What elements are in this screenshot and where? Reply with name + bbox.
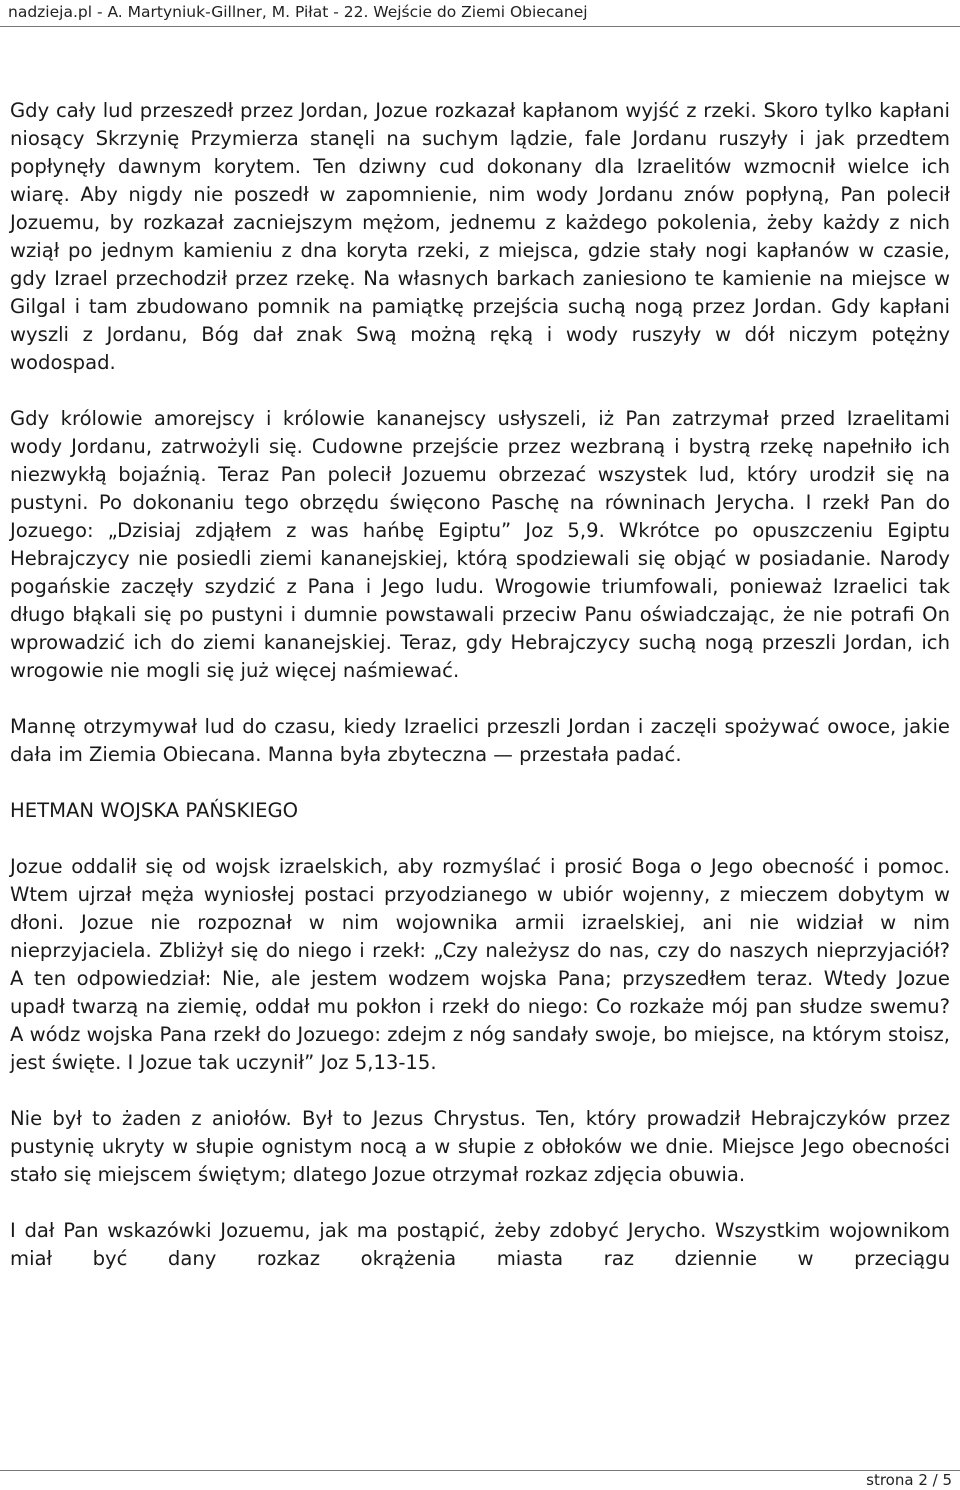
paragraph-jordan-crossing: Gdy cały lud przeszedł przez Jordan, Jozue rozkazał kapłanom wyjść z rzeki. Skoro tylko kapłani niosący Skrzynię Przymierza stanęli na suchym lądzie, fale Jordanu ruszyły i jak przedtem popłynęły dawnym korytem. Ten dziwny cud dokonany dla Izraelitów wzmocnił wielce ich wiarę. Aby nigdy nie poszedł w zapomnienie, nim wody Jordanu znów popłyną, Pan polecił Jozuemu, by rozkazał zacniejszym mężom, jednemu z każdego pokolenia, żeby każdy z nich wziął po jednym kamieniu z dna koryta rzeki, z miejsca, gdzie stały nogi kapłanów w czasie, gdy Izrael przechodził przez rzekę. Na własnych barkach zaniesiono te kamienie na miejsce w Gilgal i tam zbudowano pomnik na pamiątkę przejścia suchą nogą przez Jordan. Gdy kapłani wyszli z Jordanu, Bóg dał znak Swą możną ręką i wody ruszyły w dół niczym potężny wodospad. (10, 99, 950, 374)
document-body (10, 97, 950, 1273)
paragraph-jesus-christ: Nie był to żaden z aniołów. Był to Jezus Chrystus. Ten, który prowadził Hebrajczyków przez pustynię ukryty w słupie ognistym nocą a w słupie z obłoków we dnie. Miejsce Jego obecności stało się miejscem świętym; dlatego Jozue otrzymał rozkaz zdjęcia obuwia. (10, 1107, 950, 1186)
paragraph-kings-fear: Gdy królowie amorejscy i królowie kananejscy usłyszeli, iż Pan zatrzymał przed Izraelitami wody Jordanu, zatrwożyli się. Cudowne przejście przez wezbraną i bystrą rzekę napełniło ich niezwykłą bojaźnią. Teraz Pan polecił Jozuemu obrzezać wszystek lud, który urodził się na pustyni. Po dokonaniu tego obrzędu święcono Paschę na równinach Jerycha. I rzekł Pan do Jozuego: „Dzisiaj zdjąłem z was hańbę Egiptu” Joz 5,9. Wkrótce po opuszczeniu Egiptu Hebrajczycy nie posiedli ziemi kananejskiej, którą spodziewali się objąć w posiadanie. Narody pogańskie zaczęły szydzić z Pana i Jego ludu. Wrogowie triumfowali, ponieważ Izraelici tak długo błąkali się po pustyni i dumnie powstawali przeciw Panu oświadczając, że nie potrafi On wprowadzić ich do ziemi kananejskiej. Teraz, gdy Hebrajczycy suchą nogą przeszli Jordan, ich wrogowie nie mogli się już więcej naśmiewać. (10, 407, 950, 682)
footer-divider (0, 1470, 960, 1471)
paragraph-commander: Jozue oddalił się od wojsk izraelskich, aby rozmyślać i prosić Boga o Jego obecność i pomoc. Wtem ujrzał męża wyniosłej postaci przyodzianego w ubiór wojenny, z mieczem dobytym w dłoni. Jozue nie rozpoznał w nim wojownika armii izraelskiej, ani nie widział w nim nieprzyjaciela. Zbliżył się do niego i rzekł: „Czy należysz do nas, czy do naszych nieprzyjaciół? A ten odpowiedział: Nie, ale jestem wodzem wojska Pana; przyszedłem teraz. Wtedy Jozue upadł twarzą na ziemię, oddał mu pokłon i rzekł do niego: Co rozkaże mój pan słudze swemu? A wódz wojska Pana rzekł do Jozuego: zdejm z nóg sandały swoje, bo miejsce, na którym stoisz, jest święte. I Jozue tak uczynił” Joz 5,13-15. (10, 855, 950, 1074)
page-header (0, 0, 960, 27)
section-heading: HETMAN WOJSKA PAŃSKIEGO (10, 799, 299, 822)
paragraph-jericho: I dał Pan wskazówki Jozuemu, jak ma postąpić, żeby zdobyć Jerycho. Wszystkim wojownikom miał być dany rozkaz okrążenia miasta raz dziennie w przeciągu (10, 1219, 950, 1270)
paragraph-manna: Mannę otrzymywał lud do czasu, kiedy Izraelici przeszli Jordan i zaczęli spożywać owoce, jakie dała im Ziemia Obiecana. Manna była zbyteczna — przestała padać. (10, 715, 950, 766)
page-number: strona 2 / 5 (866, 1471, 952, 1489)
document-title: nadzieja.pl - A. Martyniuk-Gillner, M. Piłat - 22. Wejście do Ziemi Obiecanej (8, 3, 588, 21)
